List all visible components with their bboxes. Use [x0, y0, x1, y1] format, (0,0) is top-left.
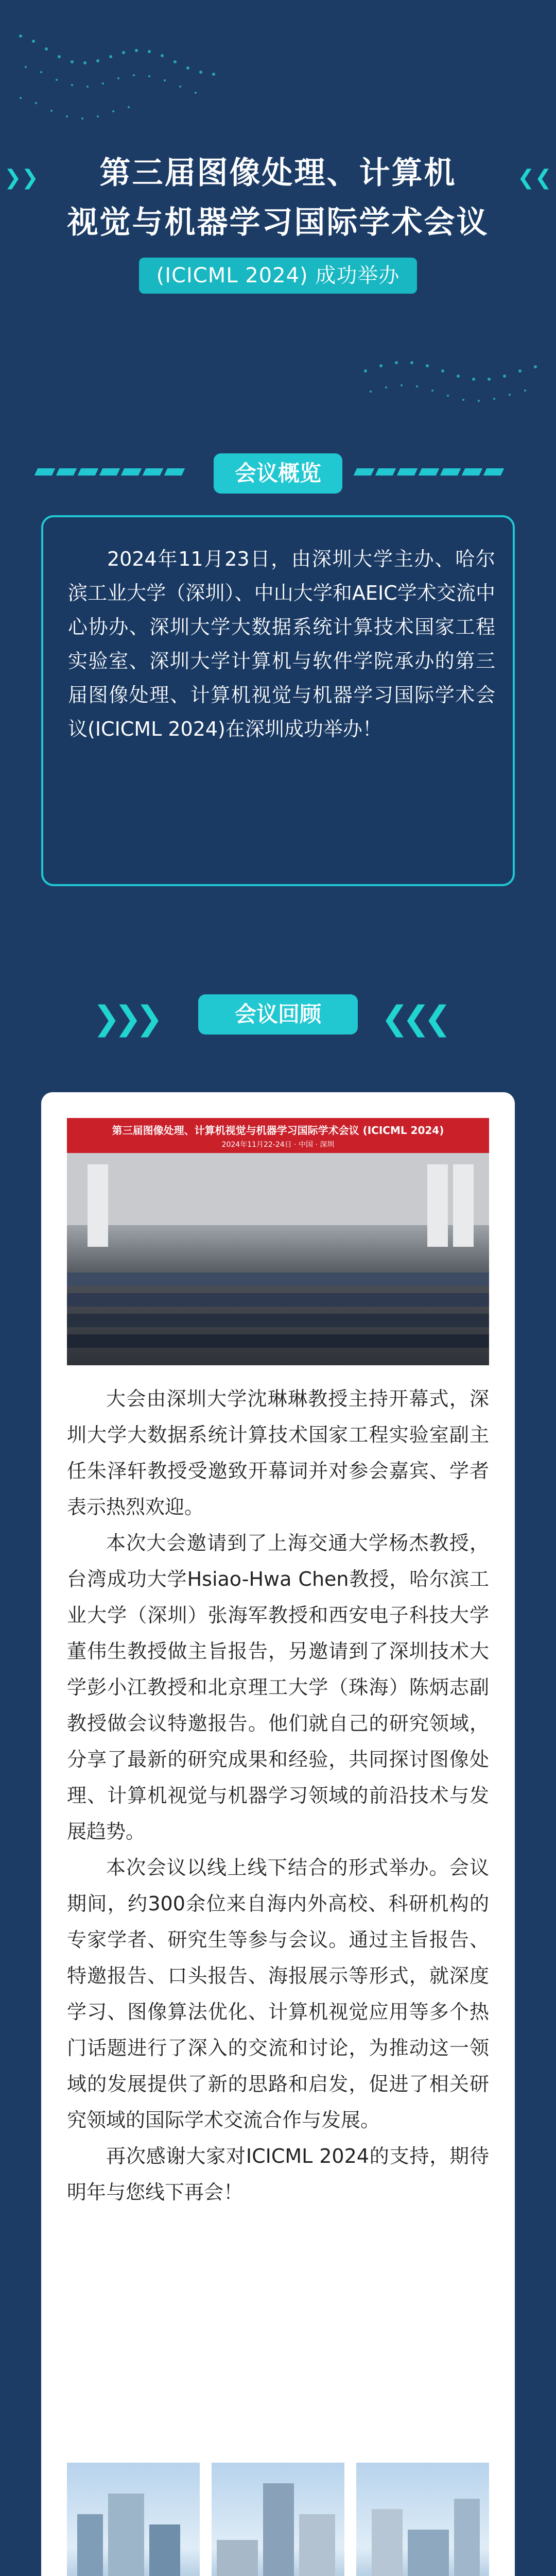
overview-heading: 会议概览 — [214, 453, 342, 494]
conference-photo — [67, 1118, 489, 1365]
campus-photo-strip — [67, 2463, 489, 2576]
campus-photo — [212, 2463, 344, 2576]
overview-text: 2024年11月23日，由深圳大学主办、哈尔滨工业大学（深圳）、中山大学和AEIC学术交流中心协办、深圳大学大数据系统计算技术国家工程实验室、深圳大学计算机与软件学院承办的第三届图像处理、计算机视觉与机器学习国际学术会议(ICICML 2024)在深圳成功举办！ — [68, 548, 495, 740]
chevron-left-decoration-icon: ❯❯ — [4, 166, 39, 190]
review-paragraph: 再次感谢大家对ICICML 2024的支持，期待明年与您线下再会！ — [67, 2145, 489, 2204]
review-paragraph: 本次大会邀请到了上海交通大学杨杰教授，台湾成功大学Hsiao-Hwa Chen教授，哈尔滨工业大学（深圳）张海军教授和西安电子科技大学董伟生教授做主旨报告，另邀请到了深圳技术大学彭小江教授和北京理工大学（珠海）陈炳志副教授做会议特邀报告。他们就自己的研究领域，分享了最新的研究成果和经验，共同探讨图像处理、计算机视觉与机器学习领域的前沿技术与发展趋势。 — [67, 1532, 489, 1843]
page-title-line-2: 视觉与机器学习国际学术会议 — [67, 205, 489, 241]
chevron-left-icon: ❮❮❮ — [381, 999, 445, 1038]
review-text — [67, 1381, 489, 2210]
chevron-right-icon: ❯❯❯ — [93, 999, 157, 1038]
review-paragraph: 大会由深圳大学沈琳琳教授主持开幕式，深圳大学大数据系统计算技术国家工程实验室副主任朱泽轩教授受邀致开幕词并对参会嘉宾、学者表示热烈欢迎。 — [67, 1387, 489, 1518]
decorative-dot-wave-right — [355, 340, 551, 417]
banner-date: 2024年11月22-24日 · 中国 · 深圳 — [221, 1141, 335, 1149]
banner-title: 第三届图像处理、计算机视觉与机器学习国际学术会议 (ICICML 2024) — [112, 1124, 444, 1137]
conference-banner — [67, 1118, 489, 1153]
review-heading: 会议回顾 — [198, 994, 358, 1035]
campus-photo — [67, 2463, 200, 2576]
review-paragraph: 本次会议以线上线下结合的形式举办。会议期间，约300余位来自海内外高校、科研机构的专家学者、研究生等参与会议。通过主旨报告、特邀报告、口头报告、海报展示等形式，就深度学习、图像算法优化、计算机视觉应用等多个热门话题进行了深入的交流和讨论，为推动这一领域的发展提供了新的思路和启发，促进了相关研究领域的国际学术交流合作与发展。 — [67, 1856, 489, 2131]
overview-box — [41, 515, 515, 886]
review-card — [41, 1092, 515, 2576]
chevron-right-decoration-icon: ❮❮ — [517, 166, 552, 190]
decorative-dot-wave — [10, 21, 232, 134]
page-title-line-1: 第三届图像处理、计算机 — [99, 155, 457, 191]
heading-dashes-left — [36, 468, 187, 480]
overview-heading-row — [0, 453, 556, 495]
subtitle-pill: (ICICML 2024) 成功举办 — [139, 258, 417, 294]
heading-dashes-right — [355, 468, 507, 480]
campus-photo — [356, 2463, 489, 2576]
